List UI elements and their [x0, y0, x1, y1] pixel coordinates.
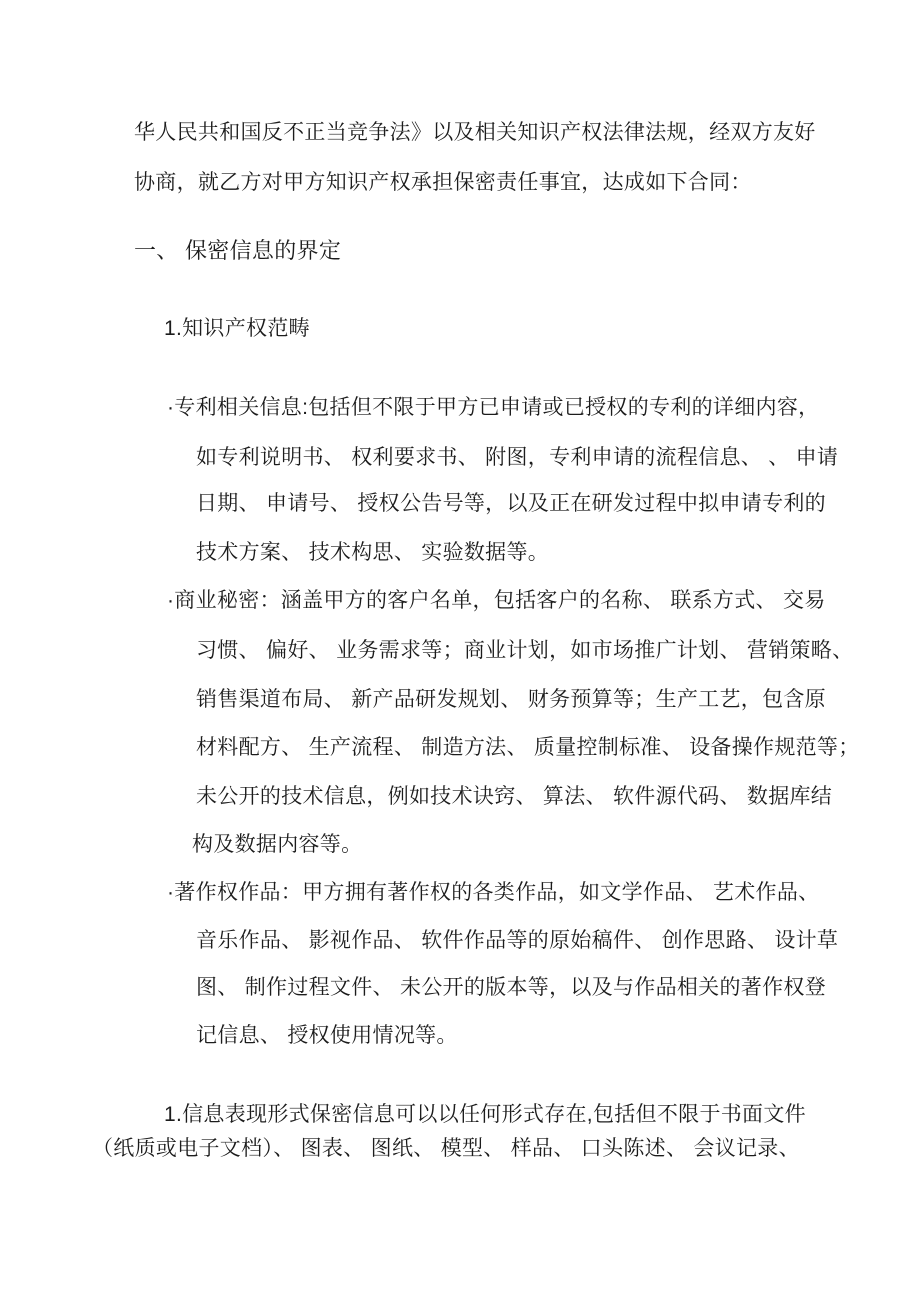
bullet-copyright-line-1: ·著作权作品：甲方拥有著作权的各类作品，如文学作品、 艺术作品、: [167, 881, 820, 904]
bullet-trade-secret-line-5: 未公开的技术信息，例如技术诀窍、 算法、 软件源代码、 数据库结: [196, 785, 833, 808]
bullet-trade-secret-line-1: ·商业秘密：涵盖甲方的客户名单，包括客户的名称、 联系方式、 交易: [167, 589, 826, 612]
bullet-copyright-line-4: 记信息、 授权使用情况等。: [196, 1024, 458, 1047]
bullet-copyright-line-3: 图、 制作过程文件、 未公开的版本等，以及与作品相关的著作权登: [196, 976, 826, 999]
info-form-line-1: 1.信息表现形式保密信息可以以任何形式存在,包括但不限于书面文件: [164, 1103, 806, 1126]
subsection-title-ip-scope: 1.知识产权范畴: [164, 317, 310, 340]
bullet-trade-secret-line-3: 销售渠道布局、 新产品研发规划、 财务预算等；生产工艺，包含原: [196, 688, 826, 711]
bullet-trade-secret-line-2: 习惯、 偏好、 业务需求等；商业计划，如市场推广计划、 营销策略、: [196, 639, 854, 662]
bullet-patent-info-line-3: 日期、 申请号、 授权公告号等，以及正在研发过程中拟申请专利的: [196, 492, 826, 515]
bullet-trade-secret-line-4: 材料配方、 生产流程、 制造方法、 质量控制标准、 设备操作规范等；: [196, 736, 860, 759]
info-form-line-2: （纸质或电子文档）、 图表、 图纸、 模型、 样品、 口头陈述、 会议记录、: [92, 1137, 800, 1160]
section-heading-confidential-info-definition: 一、 保密信息的界定: [134, 238, 342, 263]
bullet-patent-info-line-1: ·专利相关信息:包括但不限于甲方已申请或已授权的专利的详细内容，: [167, 396, 820, 419]
bullet-trade-secret-line-6: 构及数据内容等。: [192, 833, 363, 856]
bullet-patent-info-line-2: 如专利说明书、 权利要求书、 附图，专利申请的流程信息、 、 申请: [196, 446, 839, 469]
bullet-patent-info-line-4: 技术方案、 技术构思、 实验数据等。: [196, 541, 550, 564]
intro-line-2: 协商，就乙方对甲方知识产权承担保密责任事宜，达成如下合同：: [134, 171, 752, 194]
intro-line-1: 华人民共和国反不正当竞争法》以及相关知识产权法律法规，经双方友好: [134, 121, 816, 144]
bullet-copyright-line-2: 音乐作品、 影视作品、 软件作品等的原始稿件、 创作思路、 设计草: [196, 929, 839, 952]
